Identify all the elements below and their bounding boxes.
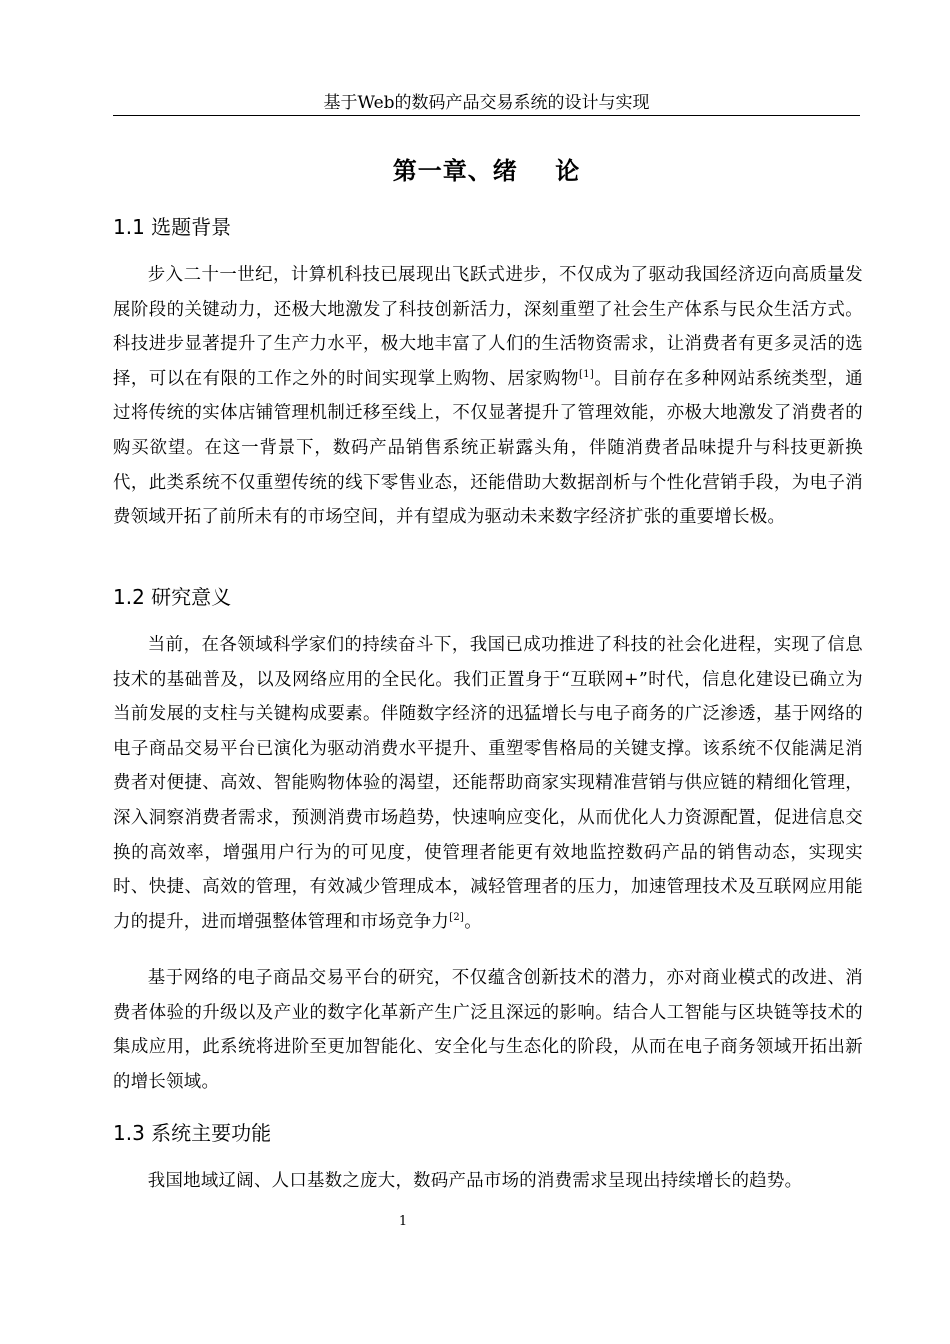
citation-marker: [2]: [449, 911, 465, 923]
running-header: 基于Web的数码产品交易系统的设计与实现: [323, 93, 650, 113]
paragraph-text: 基于网络的电子商品交易平台的研究，不仅蕴含创新技术的潜力，亦对商业模式的改进、消费者体验的升级以及产业的数字化革新产生广泛且深远的影响。结合人工智能与区块链等技术的集成应用，此系统将进阶至更加智能化、安全化与生态化的阶段，从而在电子商务领域开拓出新的增长领域。: [113, 968, 863, 1092]
paragraph-text: 我国地域辽阔、人口基数之庞大，数码产品市场的消费需求呈现出持续增长的趋势。: [147, 1171, 803, 1191]
paragraph-research: [113, 961, 863, 1099]
paragraph-significance: [113, 628, 863, 939]
section-heading-1-1: 1.1 选题背景: [113, 215, 232, 239]
section-heading-1-2: 1.2 研究意义: [113, 585, 232, 609]
paragraph-text-continued: 。: [464, 911, 482, 932]
page-number: 1: [398, 1214, 408, 1229]
paragraph-text: 步入二十一世纪，计算机科技已展现出飞跃式进步，不仅成为了驱动我国经济迈向高质量发展阶段的关键动力，还极大地激发了科技创新活力，深刻重塑了社会生产体系与民众生活方式。科技进步显著提升了生产力水平，极大地丰富了人们的生活物资需求，让消费者有更多灵活的选择，可以在有限的工作之外的时间实现掌上购物、居家购物: [113, 265, 863, 389]
citation-marker: [1]: [579, 368, 595, 380]
paragraph-background: [113, 258, 863, 535]
chapter-title: 第一章、绪 论: [392, 157, 581, 185]
paragraph-text-continued: 。目前存在多种网站系统类型，通过将传统的实体店铺管理机制迁移至线上，不仅显著提升了管理效能，亦极大地激发了消费者的购买欲望。在这一背景下，数码产品销售系统正崭露头角，伴随消费者品味提升与科技更新换代，此类系统不仅重塑传统的线下零售业态，还能借助大数据剖析与个性化营销手段，为电子消费领域开拓了前所未有的市场空间，并有望成为驱动未来数字经济扩张的重要增长极。: [113, 368, 863, 528]
header-divider: [113, 115, 860, 116]
paragraph-functions: [113, 1164, 863, 1199]
section-heading-1-3: 1.3 系统主要功能: [113, 1121, 272, 1145]
paragraph-text: 当前，在各领域科学家们的持续奋斗下，我国已成功推进了科技的社会化进程，实现了信息技术的基础普及，以及网络应用的全民化。我们正置身于“互联网+”时代，信息化建设已确立为当前发展的支柱与关键构成要素。伴随数字经济的迅猛增长与电子商务的广泛渗透，基于网络的电子商品交易平台已演化为驱动消费水平提升、重塑零售格局的关键支撑。该系统不仅能满足消费者对便捷、高效、智能购物体验的渴望，还能帮助商家实现精准营销与供应链的精细化管理，深入洞察消费者需求，预测消费市场趋势，快速响应变化，从而优化人力资源配置，促进信息交换的高效率，增强用户行为的可见度，使管理者能更有效地监控数码产品的销售动态，实现实时、快捷、高效的管理，有效减少管理成本，减轻管理者的压力，加速管理技术及互联网应用能力的提升，进而增强整体管理和市场竞争力: [113, 635, 863, 932]
